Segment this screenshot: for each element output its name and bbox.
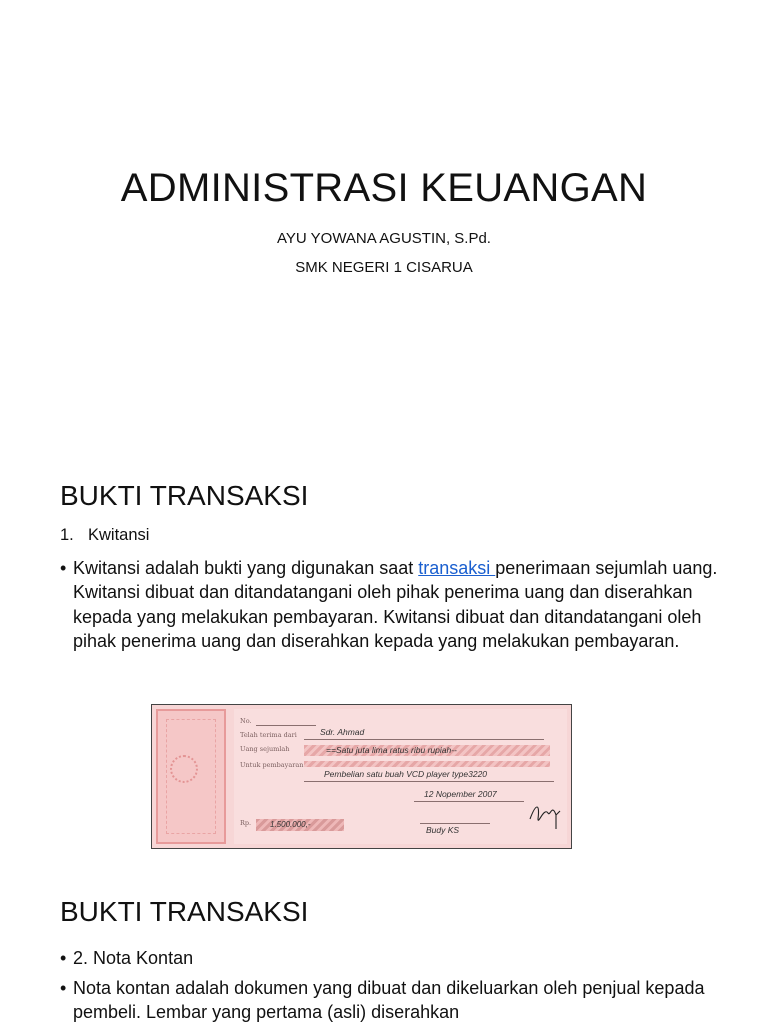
section-title: BUKTI TRANSAKSI (60, 480, 309, 511)
receipt-label-amount: Uang sejumlah (240, 745, 290, 753)
receipt-stub (156, 709, 226, 844)
receipt-amount-label: Rp. (240, 819, 252, 827)
transaksi-link[interactable]: transaksi (418, 558, 496, 578)
author-name: AYU YOWANA AGUSTIN, S.Pd. (277, 230, 491, 247)
nota-kontan-slide (0, 864, 768, 1024)
paragraph-text-end: penerimaan sejumlah uang. Kwitansi dibuat dan ditandatangani oleh pihak penerima uang dan diserahkan kepada yang melakukan pembayaran. Kwitansi dibuat dan ditandatangani oleh pihak penerima uang dan diserahkan kepada yang melakukan pembayaran. (73, 558, 718, 651)
kwitansi-image (151, 704, 572, 849)
receipt-label-purpose: Untuk pembayaran (240, 761, 304, 769)
item-label: 2. Nota Kontan (73, 948, 194, 968)
receipt-amount-words: ==Satu juta lima ratus ribu rupiah-- (326, 745, 457, 755)
presentation-title: ADMINISTRASI KEUANGAN (120, 166, 648, 210)
section-title: BUKTI TRANSAKSI (60, 896, 309, 927)
receipt-label-from: Telah terima dari (240, 731, 297, 739)
kwitansi-slide (0, 432, 768, 864)
bullet-paragraph (60, 976, 720, 1024)
bullet-icon: • (60, 948, 67, 968)
signature-icon (526, 797, 566, 831)
bullet-icon: • (60, 978, 67, 998)
receipt-purpose: Pembelian satu buah VCD player type3220 (324, 769, 488, 779)
receipt-body (234, 709, 567, 844)
paragraph-text-start: Kwitansi adalah bukti yang digunakan saat (73, 558, 419, 578)
bullet-item (60, 946, 720, 970)
receipt-from: Sdr. Ahmad (320, 727, 365, 737)
receipt-date: 12 Nopember 2007 (424, 789, 497, 799)
paragraph-text: Nota kontan adalah dokumen yang dibuat dan dikeluarkan oleh penjual kepada pembeli. Lembar yang pertama (asli) diserahkan (73, 978, 705, 1023)
receipt-label-no: No. (240, 717, 252, 725)
item-label: Kwitansi (88, 526, 150, 544)
receipt-signer: Budy KS (426, 825, 460, 835)
receipt-amount: 1.500.000,- (270, 820, 311, 829)
rosette-pattern (170, 755, 198, 783)
item-number: 1. (60, 526, 74, 544)
school-name: SMK NEGERI 1 CISARUA (295, 259, 473, 276)
bullet-icon: • (60, 558, 67, 578)
bullet-paragraph (60, 556, 720, 653)
title-slide (0, 0, 768, 432)
numbered-item (60, 526, 149, 545)
